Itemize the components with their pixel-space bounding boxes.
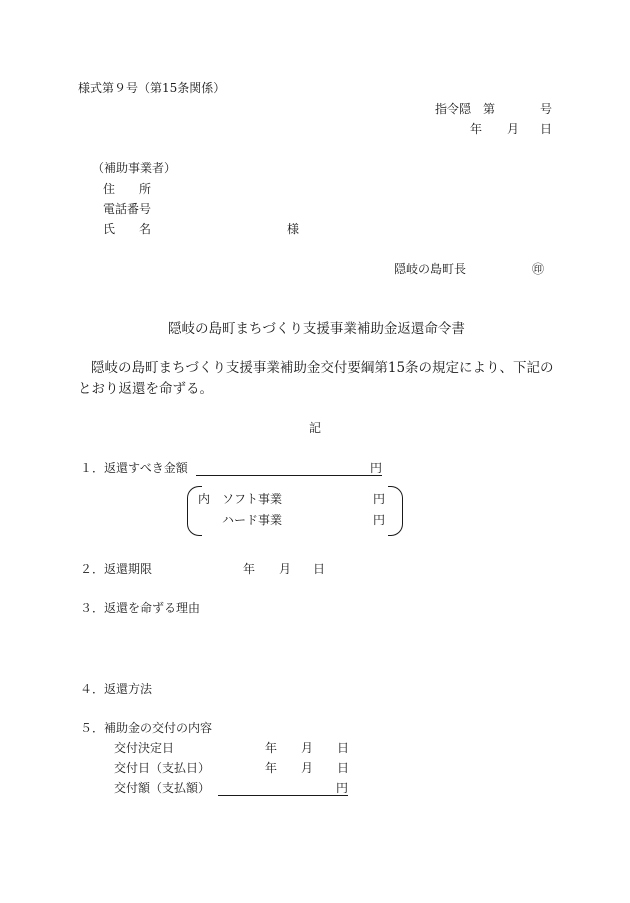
phone-label: 電話番号 bbox=[103, 202, 152, 216]
payment-date-label: 交付日（支払日） bbox=[114, 761, 211, 775]
breakdown-soft-yen: 円 bbox=[373, 492, 386, 506]
item2-year: 年 bbox=[243, 562, 256, 576]
ki-marker: 記 bbox=[309, 421, 322, 435]
item1-amount-line bbox=[196, 475, 382, 476]
decision-date-year: 年 bbox=[265, 741, 278, 755]
honorific: 様 bbox=[287, 222, 300, 236]
doc-number-suffix: 号 bbox=[540, 102, 553, 116]
payment-date-month: 月 bbox=[301, 761, 314, 775]
item2-label: ２．返還期限 bbox=[80, 562, 153, 576]
decision-date-label: 交付決定日 bbox=[114, 741, 175, 755]
issue-date-day: 日 bbox=[540, 122, 553, 136]
payment-date-day: 日 bbox=[337, 761, 350, 775]
item2-month: 月 bbox=[279, 562, 292, 576]
item1-yen: 円 bbox=[370, 461, 383, 475]
body-line-2: とおり返還を命ずる。 bbox=[78, 381, 213, 397]
item4-label: ４．返還方法 bbox=[80, 682, 153, 696]
breakdown-hard-yen: 円 bbox=[373, 513, 386, 527]
issue-date-month: 月 bbox=[507, 122, 520, 136]
payment-amount-yen: 円 bbox=[336, 781, 349, 795]
decision-date-month: 月 bbox=[301, 741, 314, 755]
issuer-title: 隠岐の島町長 bbox=[394, 262, 467, 276]
breakdown-hard-label: ハード事業 bbox=[222, 513, 283, 527]
body-line-1: 隠岐の島町まちづくり支援事業補助金交付要綱第15条の規定により、下記の bbox=[91, 360, 554, 376]
payment-amount-line bbox=[218, 795, 348, 796]
document-title: 隠岐の島町まちづくり支援事業補助金返還命令書 bbox=[168, 321, 465, 337]
item2-day: 日 bbox=[313, 562, 326, 576]
right-bracket bbox=[388, 486, 403, 536]
recipient-heading: （補助事業者） bbox=[92, 161, 177, 175]
seal-mark: ㊞ bbox=[532, 262, 545, 276]
payment-date-year: 年 bbox=[265, 761, 278, 775]
breakdown-prefix: 内 bbox=[198, 492, 211, 506]
form-reference: 様式第９号（第15条関係） bbox=[78, 81, 226, 95]
payment-amount-label: 交付額（支払額） bbox=[114, 781, 211, 795]
item1-label: １．返還すべき金額 bbox=[80, 461, 188, 475]
breakdown-soft-label: ソフト事業 bbox=[222, 492, 283, 506]
doc-number-prefix: 指令隠 第 bbox=[435, 102, 496, 116]
address-label: 住 所 bbox=[103, 182, 152, 196]
item3-label: ３．返還を命ずる理由 bbox=[80, 601, 201, 615]
issue-date-year: 年 bbox=[470, 122, 483, 136]
decision-date-day: 日 bbox=[337, 741, 350, 755]
item5-label: ５．補助金の交付の内容 bbox=[80, 721, 213, 735]
name-label: 氏 名 bbox=[103, 222, 152, 236]
